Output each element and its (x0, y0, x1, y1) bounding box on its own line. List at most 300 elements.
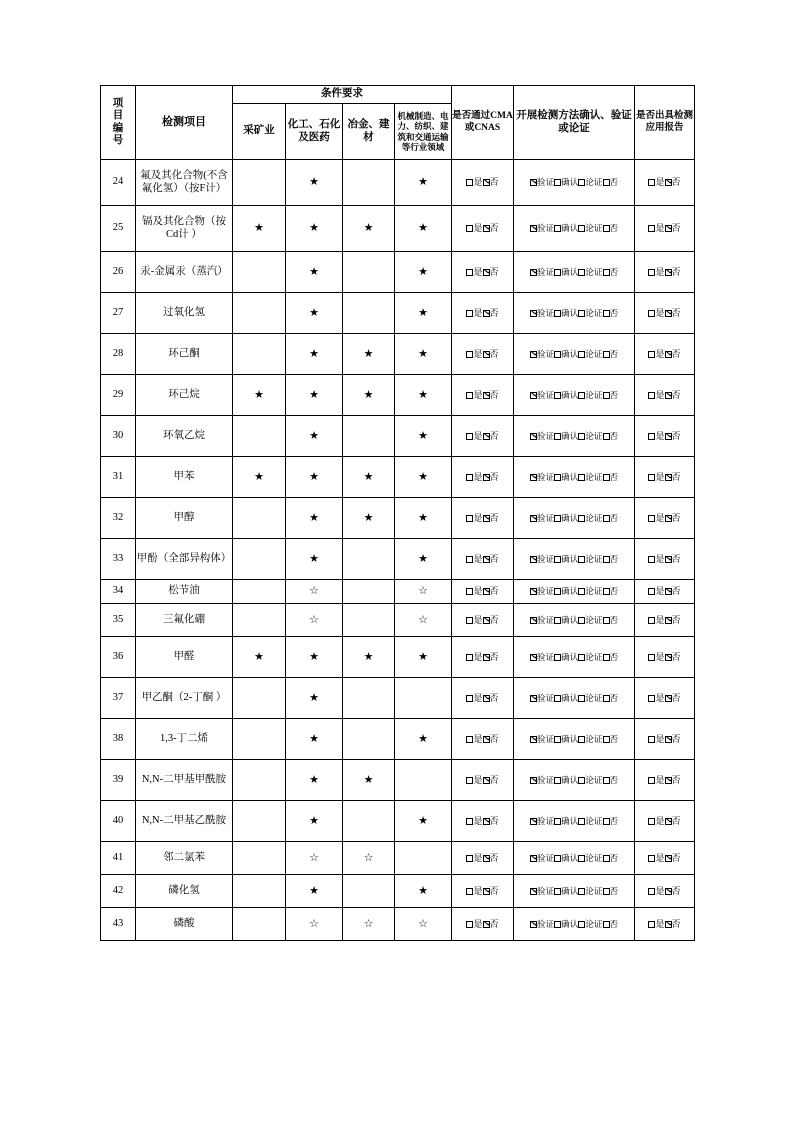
cma-no-checkbox[interactable] (483, 390, 499, 400)
report-no-checkbox-box[interactable] (665, 818, 672, 825)
cma-no-checkbox-box[interactable] (483, 617, 490, 624)
cma-no-checkbox[interactable] (483, 775, 499, 785)
report-no-checkbox[interactable] (665, 652, 681, 662)
cma-yes-checkbox[interactable] (466, 693, 482, 703)
method-confirm-checkbox-box[interactable] (554, 179, 561, 186)
method-argue-checkbox[interactable] (578, 554, 602, 564)
report-yes-checkbox[interactable] (648, 693, 664, 703)
method-confirm-checkbox-box[interactable] (554, 351, 561, 358)
method-confirm-checkbox[interactable] (554, 554, 578, 564)
method-argue-checkbox-box[interactable] (578, 777, 585, 784)
method-confirm-checkbox-box[interactable] (554, 921, 561, 928)
method-verify-checkbox-box[interactable] (530, 351, 537, 358)
method-argue-checkbox[interactable] (578, 177, 602, 187)
cma-yes-checkbox[interactable] (466, 554, 482, 564)
method-verify-checkbox[interactable] (530, 693, 554, 703)
cma-no-checkbox-box[interactable] (483, 351, 490, 358)
method-confirm-checkbox[interactable] (554, 431, 578, 441)
method-argue-checkbox-box[interactable] (578, 392, 585, 399)
report-no-checkbox-box[interactable] (665, 617, 672, 624)
method-no-checkbox-box[interactable] (603, 351, 610, 358)
cma-no-checkbox[interactable] (483, 177, 499, 187)
cma-yes-checkbox[interactable] (466, 652, 482, 662)
cma-no-checkbox-box[interactable] (483, 654, 490, 661)
report-yes-checkbox-box[interactable] (648, 556, 655, 563)
cma-yes-checkbox-box[interactable] (466, 556, 473, 563)
method-argue-checkbox-box[interactable] (578, 588, 585, 595)
method-no-checkbox[interactable] (603, 472, 619, 482)
cma-no-checkbox-box[interactable] (483, 695, 490, 702)
method-confirm-checkbox[interactable] (554, 816, 578, 826)
method-confirm-checkbox[interactable] (554, 775, 578, 785)
report-yes-checkbox-box[interactable] (648, 392, 655, 399)
method-verify-checkbox[interactable] (530, 390, 554, 400)
method-no-checkbox-box[interactable] (603, 225, 610, 232)
method-no-checkbox[interactable] (603, 886, 619, 896)
report-yes-checkbox-box[interactable] (648, 818, 655, 825)
report-no-checkbox[interactable] (665, 853, 681, 863)
report-yes-checkbox[interactable] (648, 267, 664, 277)
cma-no-checkbox-box[interactable] (483, 515, 490, 522)
cma-yes-checkbox[interactable] (466, 431, 482, 441)
cma-yes-checkbox-box[interactable] (466, 617, 473, 624)
method-no-checkbox-box[interactable] (603, 777, 610, 784)
cma-yes-checkbox[interactable] (466, 775, 482, 785)
cma-no-checkbox[interactable] (483, 431, 499, 441)
cma-yes-checkbox-box[interactable] (466, 179, 473, 186)
cma-no-checkbox[interactable] (483, 308, 499, 318)
method-confirm-checkbox-box[interactable] (554, 736, 561, 743)
method-confirm-checkbox-box[interactable] (554, 225, 561, 232)
report-no-checkbox-box[interactable] (665, 433, 672, 440)
method-argue-checkbox[interactable] (578, 615, 602, 625)
report-no-checkbox[interactable] (665, 513, 681, 523)
cma-yes-checkbox[interactable] (466, 919, 482, 929)
method-verify-checkbox-box[interactable] (530, 888, 537, 895)
method-confirm-checkbox[interactable] (554, 177, 578, 187)
cma-yes-checkbox[interactable] (466, 586, 482, 596)
method-confirm-checkbox[interactable] (554, 919, 578, 929)
method-argue-checkbox[interactable] (578, 693, 602, 703)
method-no-checkbox-box[interactable] (603, 556, 610, 563)
cma-no-checkbox[interactable] (483, 652, 499, 662)
method-argue-checkbox[interactable] (578, 472, 602, 482)
method-argue-checkbox-box[interactable] (578, 515, 585, 522)
cma-yes-checkbox-box[interactable] (466, 888, 473, 895)
method-verify-checkbox[interactable] (530, 816, 554, 826)
method-no-checkbox[interactable] (603, 223, 619, 233)
method-verify-checkbox-box[interactable] (530, 392, 537, 399)
report-no-checkbox[interactable] (665, 177, 681, 187)
report-yes-checkbox[interactable] (648, 177, 664, 187)
cma-yes-checkbox-box[interactable] (466, 225, 473, 232)
cma-no-checkbox-box[interactable] (483, 225, 490, 232)
report-yes-checkbox-box[interactable] (648, 888, 655, 895)
cma-yes-checkbox[interactable] (466, 349, 482, 359)
cma-yes-checkbox-box[interactable] (466, 654, 473, 661)
method-confirm-checkbox[interactable] (554, 734, 578, 744)
report-yes-checkbox[interactable] (648, 734, 664, 744)
report-yes-checkbox-box[interactable] (648, 433, 655, 440)
method-no-checkbox-box[interactable] (603, 654, 610, 661)
method-no-checkbox-box[interactable] (603, 269, 610, 276)
method-verify-checkbox-box[interactable] (530, 777, 537, 784)
method-confirm-checkbox[interactable] (554, 390, 578, 400)
method-verify-checkbox[interactable] (530, 349, 554, 359)
method-argue-checkbox[interactable] (578, 267, 602, 277)
method-confirm-checkbox-box[interactable] (554, 474, 561, 481)
method-argue-checkbox[interactable] (578, 513, 602, 523)
report-yes-checkbox[interactable] (648, 472, 664, 482)
cma-no-checkbox[interactable] (483, 267, 499, 277)
method-argue-checkbox-box[interactable] (578, 310, 585, 317)
report-yes-checkbox[interactable] (648, 853, 664, 863)
report-no-checkbox[interactable] (665, 349, 681, 359)
method-argue-checkbox-box[interactable] (578, 474, 585, 481)
report-no-checkbox-box[interactable] (665, 351, 672, 358)
method-verify-checkbox[interactable] (530, 513, 554, 523)
method-confirm-checkbox[interactable] (554, 693, 578, 703)
cma-no-checkbox[interactable] (483, 853, 499, 863)
method-argue-checkbox-box[interactable] (578, 818, 585, 825)
report-yes-checkbox-box[interactable] (648, 225, 655, 232)
cma-yes-checkbox-box[interactable] (466, 474, 473, 481)
method-no-checkbox-box[interactable] (603, 695, 610, 702)
method-verify-checkbox-box[interactable] (530, 736, 537, 743)
cma-yes-checkbox[interactable] (466, 472, 482, 482)
report-no-checkbox-box[interactable] (665, 695, 672, 702)
method-confirm-checkbox-box[interactable] (554, 310, 561, 317)
method-verify-checkbox[interactable] (530, 615, 554, 625)
cma-yes-checkbox-box[interactable] (466, 818, 473, 825)
method-verify-checkbox[interactable] (530, 431, 554, 441)
report-no-checkbox[interactable] (665, 431, 681, 441)
method-verify-checkbox-box[interactable] (530, 818, 537, 825)
report-yes-checkbox[interactable] (648, 554, 664, 564)
method-confirm-checkbox-box[interactable] (554, 515, 561, 522)
cma-no-checkbox-box[interactable] (483, 179, 490, 186)
method-no-checkbox-box[interactable] (603, 818, 610, 825)
cma-yes-checkbox[interactable] (466, 223, 482, 233)
report-no-checkbox[interactable] (665, 775, 681, 785)
method-argue-checkbox[interactable] (578, 816, 602, 826)
report-yes-checkbox[interactable] (648, 919, 664, 929)
report-no-checkbox-box[interactable] (665, 392, 672, 399)
method-no-checkbox-box[interactable] (603, 433, 610, 440)
method-argue-checkbox[interactable] (578, 390, 602, 400)
cma-no-checkbox-box[interactable] (483, 777, 490, 784)
report-no-checkbox-box[interactable] (665, 225, 672, 232)
method-no-checkbox[interactable] (603, 775, 619, 785)
method-no-checkbox[interactable] (603, 816, 619, 826)
method-confirm-checkbox[interactable] (554, 267, 578, 277)
method-argue-checkbox[interactable] (578, 223, 602, 233)
report-no-checkbox[interactable] (665, 472, 681, 482)
method-no-checkbox-box[interactable] (603, 617, 610, 624)
method-no-checkbox[interactable] (603, 853, 619, 863)
method-argue-checkbox[interactable] (578, 586, 602, 596)
cma-yes-checkbox[interactable] (466, 853, 482, 863)
cma-yes-checkbox[interactable] (466, 177, 482, 187)
cma-yes-checkbox[interactable] (466, 886, 482, 896)
method-confirm-checkbox[interactable] (554, 853, 578, 863)
method-confirm-checkbox-box[interactable] (554, 888, 561, 895)
method-verify-checkbox[interactable] (530, 267, 554, 277)
cma-no-checkbox[interactable] (483, 886, 499, 896)
method-confirm-checkbox-box[interactable] (554, 777, 561, 784)
method-argue-checkbox[interactable] (578, 853, 602, 863)
method-no-checkbox[interactable] (603, 615, 619, 625)
report-yes-checkbox[interactable] (648, 615, 664, 625)
cma-yes-checkbox-box[interactable] (466, 269, 473, 276)
cma-yes-checkbox[interactable] (466, 615, 482, 625)
cma-no-checkbox[interactable] (483, 472, 499, 482)
method-confirm-checkbox-box[interactable] (554, 818, 561, 825)
method-verify-checkbox-box[interactable] (530, 556, 537, 563)
report-no-checkbox-box[interactable] (665, 474, 672, 481)
cma-no-checkbox-box[interactable] (483, 888, 490, 895)
method-no-checkbox-box[interactable] (603, 474, 610, 481)
report-yes-checkbox-box[interactable] (648, 736, 655, 743)
method-no-checkbox[interactable] (603, 177, 619, 187)
report-no-checkbox[interactable] (665, 615, 681, 625)
method-confirm-checkbox[interactable] (554, 652, 578, 662)
method-verify-checkbox-box[interactable] (530, 855, 537, 862)
report-yes-checkbox-box[interactable] (648, 921, 655, 928)
method-verify-checkbox[interactable] (530, 775, 554, 785)
report-no-checkbox[interactable] (665, 734, 681, 744)
cma-yes-checkbox-box[interactable] (466, 433, 473, 440)
method-verify-checkbox-box[interactable] (530, 310, 537, 317)
cma-yes-checkbox[interactable] (466, 308, 482, 318)
method-confirm-checkbox-box[interactable] (554, 617, 561, 624)
method-argue-checkbox[interactable] (578, 775, 602, 785)
method-argue-checkbox-box[interactable] (578, 921, 585, 928)
cma-no-checkbox[interactable] (483, 349, 499, 359)
method-argue-checkbox-box[interactable] (578, 269, 585, 276)
report-yes-checkbox-box[interactable] (648, 617, 655, 624)
method-argue-checkbox-box[interactable] (578, 855, 585, 862)
method-verify-checkbox[interactable] (530, 886, 554, 896)
cma-no-checkbox[interactable] (483, 513, 499, 523)
cma-yes-checkbox-box[interactable] (466, 921, 473, 928)
report-yes-checkbox[interactable] (648, 513, 664, 523)
cma-no-checkbox-box[interactable] (483, 818, 490, 825)
method-no-checkbox[interactable] (603, 693, 619, 703)
method-verify-checkbox[interactable] (530, 919, 554, 929)
report-yes-checkbox[interactable] (648, 886, 664, 896)
cma-no-checkbox-box[interactable] (483, 392, 490, 399)
method-no-checkbox[interactable] (603, 652, 619, 662)
method-argue-checkbox-box[interactable] (578, 179, 585, 186)
report-no-checkbox-box[interactable] (665, 515, 672, 522)
cma-no-checkbox[interactable] (483, 816, 499, 826)
method-argue-checkbox-box[interactable] (578, 736, 585, 743)
cma-no-checkbox[interactable] (483, 586, 499, 596)
method-verify-checkbox-box[interactable] (530, 695, 537, 702)
cma-yes-checkbox-box[interactable] (466, 695, 473, 702)
cma-yes-checkbox-box[interactable] (466, 310, 473, 317)
report-no-checkbox[interactable] (665, 554, 681, 564)
method-no-checkbox-box[interactable] (603, 855, 610, 862)
cma-no-checkbox-box[interactable] (483, 269, 490, 276)
method-verify-checkbox-box[interactable] (530, 474, 537, 481)
method-confirm-checkbox[interactable] (554, 886, 578, 896)
report-yes-checkbox[interactable] (648, 816, 664, 826)
method-argue-checkbox-box[interactable] (578, 433, 585, 440)
method-verify-checkbox-box[interactable] (530, 515, 537, 522)
method-verify-checkbox-box[interactable] (530, 921, 537, 928)
cma-no-checkbox[interactable] (483, 615, 499, 625)
report-yes-checkbox[interactable] (648, 349, 664, 359)
report-yes-checkbox[interactable] (648, 223, 664, 233)
report-yes-checkbox-box[interactable] (648, 855, 655, 862)
method-verify-checkbox[interactable] (530, 586, 554, 596)
report-no-checkbox[interactable] (665, 886, 681, 896)
report-no-checkbox[interactable] (665, 693, 681, 703)
method-no-checkbox[interactable] (603, 267, 619, 277)
method-no-checkbox-box[interactable] (603, 310, 610, 317)
method-no-checkbox[interactable] (603, 513, 619, 523)
cma-yes-checkbox-box[interactable] (466, 777, 473, 784)
method-confirm-checkbox[interactable] (554, 223, 578, 233)
method-verify-checkbox[interactable] (530, 734, 554, 744)
method-verify-checkbox-box[interactable] (530, 617, 537, 624)
method-argue-checkbox[interactable] (578, 431, 602, 441)
report-yes-checkbox[interactable] (648, 652, 664, 662)
report-yes-checkbox-box[interactable] (648, 269, 655, 276)
report-yes-checkbox-box[interactable] (648, 515, 655, 522)
method-verify-checkbox-box[interactable] (530, 225, 537, 232)
method-verify-checkbox-box[interactable] (530, 654, 537, 661)
method-confirm-checkbox[interactable] (554, 615, 578, 625)
report-no-checkbox-box[interactable] (665, 310, 672, 317)
cma-yes-checkbox-box[interactable] (466, 588, 473, 595)
cma-no-checkbox-box[interactable] (483, 556, 490, 563)
report-yes-checkbox[interactable] (648, 775, 664, 785)
method-argue-checkbox-box[interactable] (578, 617, 585, 624)
method-argue-checkbox[interactable] (578, 349, 602, 359)
report-no-checkbox-box[interactable] (665, 179, 672, 186)
cma-yes-checkbox[interactable] (466, 734, 482, 744)
report-yes-checkbox[interactable] (648, 390, 664, 400)
cma-yes-checkbox-box[interactable] (466, 392, 473, 399)
report-no-checkbox-box[interactable] (665, 855, 672, 862)
method-confirm-checkbox-box[interactable] (554, 433, 561, 440)
method-confirm-checkbox[interactable] (554, 513, 578, 523)
method-confirm-checkbox-box[interactable] (554, 269, 561, 276)
method-argue-checkbox-box[interactable] (578, 225, 585, 232)
report-no-checkbox[interactable] (665, 586, 681, 596)
cma-no-checkbox-box[interactable] (483, 474, 490, 481)
method-confirm-checkbox-box[interactable] (554, 654, 561, 661)
report-yes-checkbox-box[interactable] (648, 654, 655, 661)
method-argue-checkbox-box[interactable] (578, 556, 585, 563)
method-verify-checkbox-box[interactable] (530, 179, 537, 186)
method-argue-checkbox-box[interactable] (578, 351, 585, 358)
method-verify-checkbox-box[interactable] (530, 269, 537, 276)
cma-no-checkbox[interactable] (483, 693, 499, 703)
method-confirm-checkbox[interactable] (554, 308, 578, 318)
report-yes-checkbox-box[interactable] (648, 310, 655, 317)
cma-yes-checkbox-box[interactable] (466, 855, 473, 862)
report-yes-checkbox-box[interactable] (648, 474, 655, 481)
report-no-checkbox-box[interactable] (665, 588, 672, 595)
method-argue-checkbox-box[interactable] (578, 695, 585, 702)
report-no-checkbox-box[interactable] (665, 654, 672, 661)
report-yes-checkbox[interactable] (648, 308, 664, 318)
method-no-checkbox-box[interactable] (603, 392, 610, 399)
method-argue-checkbox[interactable] (578, 886, 602, 896)
cma-no-checkbox-box[interactable] (483, 855, 490, 862)
report-yes-checkbox-box[interactable] (648, 179, 655, 186)
method-no-checkbox-box[interactable] (603, 515, 610, 522)
method-no-checkbox-box[interactable] (603, 588, 610, 595)
cma-yes-checkbox-box[interactable] (466, 351, 473, 358)
report-yes-checkbox[interactable] (648, 431, 664, 441)
method-no-checkbox-box[interactable] (603, 179, 610, 186)
method-argue-checkbox[interactable] (578, 734, 602, 744)
method-confirm-checkbox-box[interactable] (554, 855, 561, 862)
method-confirm-checkbox[interactable] (554, 349, 578, 359)
method-no-checkbox[interactable] (603, 734, 619, 744)
report-no-checkbox[interactable] (665, 919, 681, 929)
method-no-checkbox-box[interactable] (603, 921, 610, 928)
cma-yes-checkbox[interactable] (466, 390, 482, 400)
method-no-checkbox[interactable] (603, 554, 619, 564)
report-no-checkbox-box[interactable] (665, 921, 672, 928)
method-confirm-checkbox-box[interactable] (554, 588, 561, 595)
method-no-checkbox[interactable] (603, 919, 619, 929)
method-confirm-checkbox-box[interactable] (554, 695, 561, 702)
method-no-checkbox[interactable] (603, 349, 619, 359)
method-confirm-checkbox[interactable] (554, 586, 578, 596)
cma-no-checkbox-box[interactable] (483, 921, 490, 928)
report-yes-checkbox-box[interactable] (648, 588, 655, 595)
report-no-checkbox-box[interactable] (665, 888, 672, 895)
method-argue-checkbox-box[interactable] (578, 654, 585, 661)
cma-no-checkbox-box[interactable] (483, 588, 490, 595)
cma-yes-checkbox[interactable] (466, 267, 482, 277)
cma-no-checkbox[interactable] (483, 919, 499, 929)
report-no-checkbox-box[interactable] (665, 269, 672, 276)
report-no-checkbox[interactable] (665, 267, 681, 277)
method-verify-checkbox[interactable] (530, 223, 554, 233)
method-no-checkbox[interactable] (603, 390, 619, 400)
cma-no-checkbox[interactable] (483, 554, 499, 564)
cma-yes-checkbox-box[interactable] (466, 736, 473, 743)
method-argue-checkbox[interactable] (578, 919, 602, 929)
method-confirm-checkbox-box[interactable] (554, 556, 561, 563)
cma-yes-checkbox-box[interactable] (466, 515, 473, 522)
method-no-checkbox-box[interactable] (603, 888, 610, 895)
method-verify-checkbox[interactable] (530, 177, 554, 187)
method-verify-checkbox[interactable] (530, 554, 554, 564)
method-verify-checkbox[interactable] (530, 308, 554, 318)
method-no-checkbox[interactable] (603, 586, 619, 596)
cma-no-checkbox[interactable] (483, 734, 499, 744)
method-verify-checkbox-box[interactable] (530, 588, 537, 595)
report-yes-checkbox-box[interactable] (648, 351, 655, 358)
cma-yes-checkbox[interactable] (466, 513, 482, 523)
report-yes-checkbox[interactable] (648, 586, 664, 596)
cma-no-checkbox[interactable] (483, 223, 499, 233)
report-no-checkbox[interactable] (665, 816, 681, 826)
method-argue-checkbox-box[interactable] (578, 888, 585, 895)
cma-no-checkbox-box[interactable] (483, 310, 490, 317)
report-no-checkbox-box[interactable] (665, 736, 672, 743)
cma-no-checkbox-box[interactable] (483, 433, 490, 440)
